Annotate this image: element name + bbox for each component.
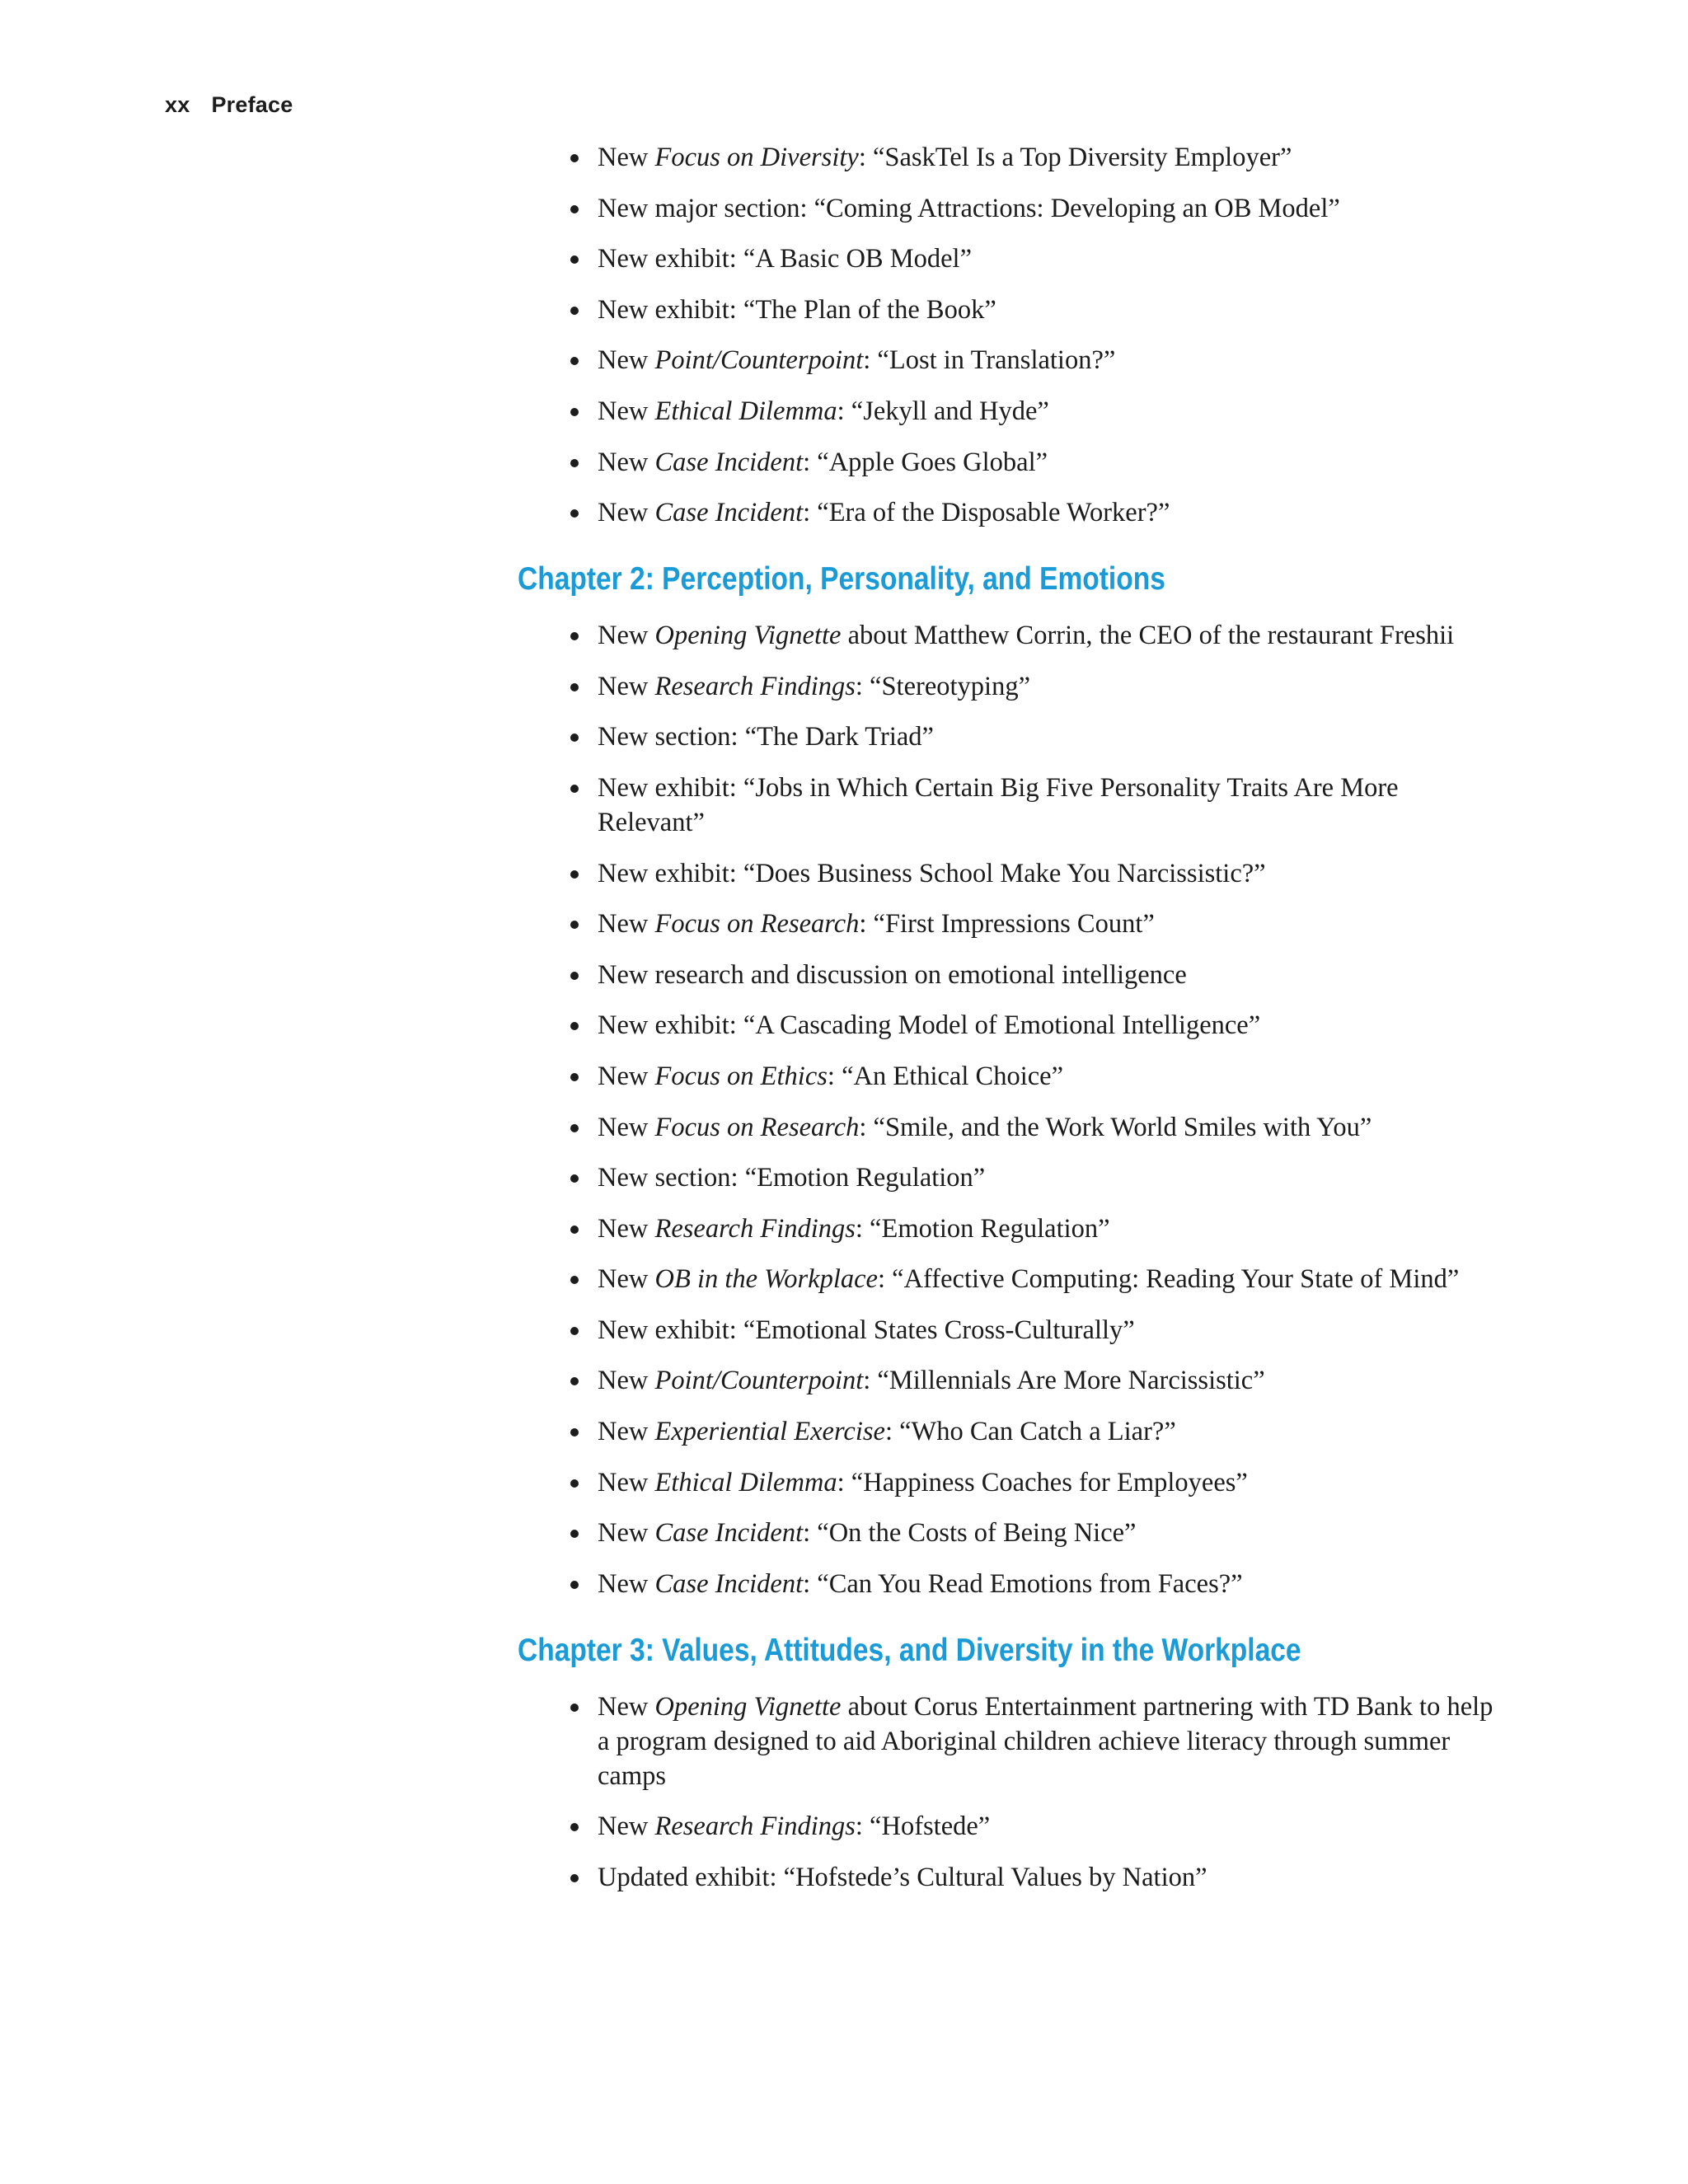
item-text: New	[598, 1061, 655, 1091]
list-item	[598, 1516, 1507, 1550]
item-text: New exhibit: “Jobs in Which Certain Big Five Personality Traits Are More Relevant”	[598, 772, 1399, 837]
page-number: xx	[165, 92, 190, 117]
item-text: : “Who Can Catch a Liar?”	[884, 1417, 1176, 1447]
list-item	[598, 719, 1507, 754]
item-text: : “An Ethical Choice”	[827, 1061, 1063, 1091]
list-item	[598, 343, 1507, 377]
list-item	[598, 1363, 1507, 1398]
list-item	[598, 445, 1507, 480]
list-item	[598, 1212, 1507, 1246]
list-item	[598, 1465, 1507, 1500]
item-text: about Matthew Corrin, the CEO of the restaurant Freshii	[841, 621, 1455, 651]
item-text: : “Hofstede”	[855, 1811, 991, 1842]
item-text: New exhibit: “Does Business School Make You Narcissistic?”	[598, 858, 1266, 888]
feature-name: Ethical Dilemma	[654, 396, 837, 426]
item-text: New	[598, 1568, 655, 1599]
chapter-2-list	[518, 618, 1507, 1601]
item-text: : “Emotion Regulation”	[855, 1213, 1110, 1244]
list-item	[598, 1567, 1507, 1601]
item-text: New section: “The Dark Triad”	[598, 722, 934, 752]
item-text: New	[598, 1366, 655, 1396]
item-text: about Corus Entertainment partnering with TD Bank to help a program designed to aid Aboriginal children achieve literacy through summer camps	[598, 1691, 1493, 1791]
list-item	[598, 140, 1507, 175]
item-text: New exhibit: “A Cascading Model of Emotional Intelligence”	[598, 1010, 1261, 1041]
list-item	[598, 958, 1507, 992]
item-text: New	[598, 1811, 655, 1842]
feature-name: Research Findings	[654, 1811, 856, 1842]
list-item	[598, 191, 1507, 226]
feature-name: Focus on Research	[654, 909, 860, 940]
chapter-2-heading: Chapter 2: Perception, Personality, and Emotions	[518, 561, 1165, 598]
list-item	[598, 1414, 1507, 1449]
list-item	[598, 771, 1507, 840]
running-head	[165, 92, 293, 118]
item-text: New	[598, 143, 655, 172]
item-text: New	[598, 621, 655, 651]
feature-name: Focus on Ethics	[654, 1061, 828, 1091]
feature-name: Experiential Exercise	[654, 1417, 885, 1447]
item-text: : “Jekyll and Hyde”	[837, 396, 1049, 426]
list-item	[598, 1313, 1507, 1347]
list-item	[598, 241, 1507, 276]
item-text: New	[598, 1467, 655, 1497]
feature-name: OB in the Workplace	[654, 1264, 878, 1295]
item-text: New	[598, 1213, 655, 1244]
item-text: New	[598, 1691, 655, 1722]
item-text: : “Smile, and the Work World Smiles with You”	[859, 1112, 1372, 1142]
list-item	[598, 1008, 1507, 1043]
list-item	[598, 495, 1507, 530]
item-text: New exhibit: “A Basic OB Model”	[598, 244, 973, 274]
item-text: New research and discussion on emotional intelligence	[598, 959, 1187, 990]
item-text: : “Can You Read Emotions from Faces?”	[803, 1568, 1243, 1599]
item-text: : “First Impressions Count”	[859, 909, 1155, 940]
feature-name: Focus on Research	[654, 1112, 860, 1142]
item-text: New	[598, 447, 655, 477]
item-text: : “Lost in Translation?”	[863, 345, 1116, 376]
item-text: New	[598, 345, 655, 376]
list-item	[598, 293, 1507, 327]
list-item	[598, 1110, 1507, 1145]
feature-name: Case Incident	[654, 447, 804, 477]
chapter-3-heading: Chapter 3: Values, Attitudes, and Diversity in the Workplace	[518, 1632, 1301, 1668]
page-content	[518, 140, 1507, 1911]
item-text: : “Apple Goes Global”	[803, 447, 1048, 477]
item-text: New major section: “Coming Attractions: Developing an OB Model”	[598, 193, 1340, 223]
list-item	[598, 669, 1507, 704]
list-item	[598, 1160, 1507, 1195]
feature-name: Point/Counterpoint	[654, 345, 864, 376]
list-item	[598, 618, 1507, 653]
feature-name: Ethical Dilemma	[654, 1467, 837, 1497]
list-item	[598, 394, 1507, 429]
item-text: New	[598, 909, 655, 940]
item-text: : “Affective Computing: Reading Your State of Mind”	[877, 1264, 1460, 1295]
running-head-title: Preface	[211, 92, 293, 117]
feature-name: Opening Vignette	[654, 1691, 842, 1722]
list-item	[598, 1262, 1507, 1296]
list-item	[598, 856, 1507, 891]
item-text: : “Millennials Are More Narcissistic”	[863, 1366, 1265, 1396]
feature-name: Focus on Diversity	[654, 143, 859, 172]
list-item	[598, 1059, 1507, 1094]
feature-name: Case Incident	[654, 1568, 804, 1599]
feature-name: Opening Vignette	[654, 621, 842, 651]
item-text: : “Era of the Disposable Worker?”	[803, 498, 1170, 528]
item-text: New exhibit: “The Plan of the Book”	[598, 294, 996, 325]
feature-name: Case Incident	[654, 498, 804, 528]
item-text: New exhibit: “Emotional States Cross-Culturally”	[598, 1315, 1135, 1345]
chapter-1-list	[518, 140, 1507, 530]
item-text: New	[598, 1518, 655, 1549]
item-text: New	[598, 671, 655, 701]
item-text: New section: “Emotion Regulation”	[598, 1163, 986, 1193]
feature-name: Research Findings	[654, 1213, 856, 1244]
item-text: Updated exhibit: “Hofstede’s Cultural Values by Nation”	[598, 1863, 1207, 1893]
item-text: : “SaskTel Is a Top Diversity Employer”	[858, 143, 1292, 172]
list-item	[598, 1690, 1507, 1793]
feature-name: Research Findings	[654, 671, 856, 701]
chapter-3-list	[518, 1690, 1507, 1895]
item-text: : “Stereotyping”	[855, 671, 1030, 701]
item-text: New	[598, 1417, 655, 1447]
list-item	[598, 1860, 1507, 1895]
list-item	[598, 907, 1507, 941]
item-text: New	[598, 1112, 655, 1142]
item-text: : “On the Costs of Being Nice”	[803, 1518, 1137, 1549]
item-text: New	[598, 396, 655, 426]
feature-name: Case Incident	[654, 1518, 804, 1549]
item-text: New	[598, 498, 655, 528]
feature-name: Point/Counterpoint	[654, 1366, 864, 1396]
list-item	[598, 1809, 1507, 1844]
item-text: : “Happiness Coaches for Employees”	[837, 1467, 1248, 1497]
item-text: New	[598, 1264, 655, 1295]
